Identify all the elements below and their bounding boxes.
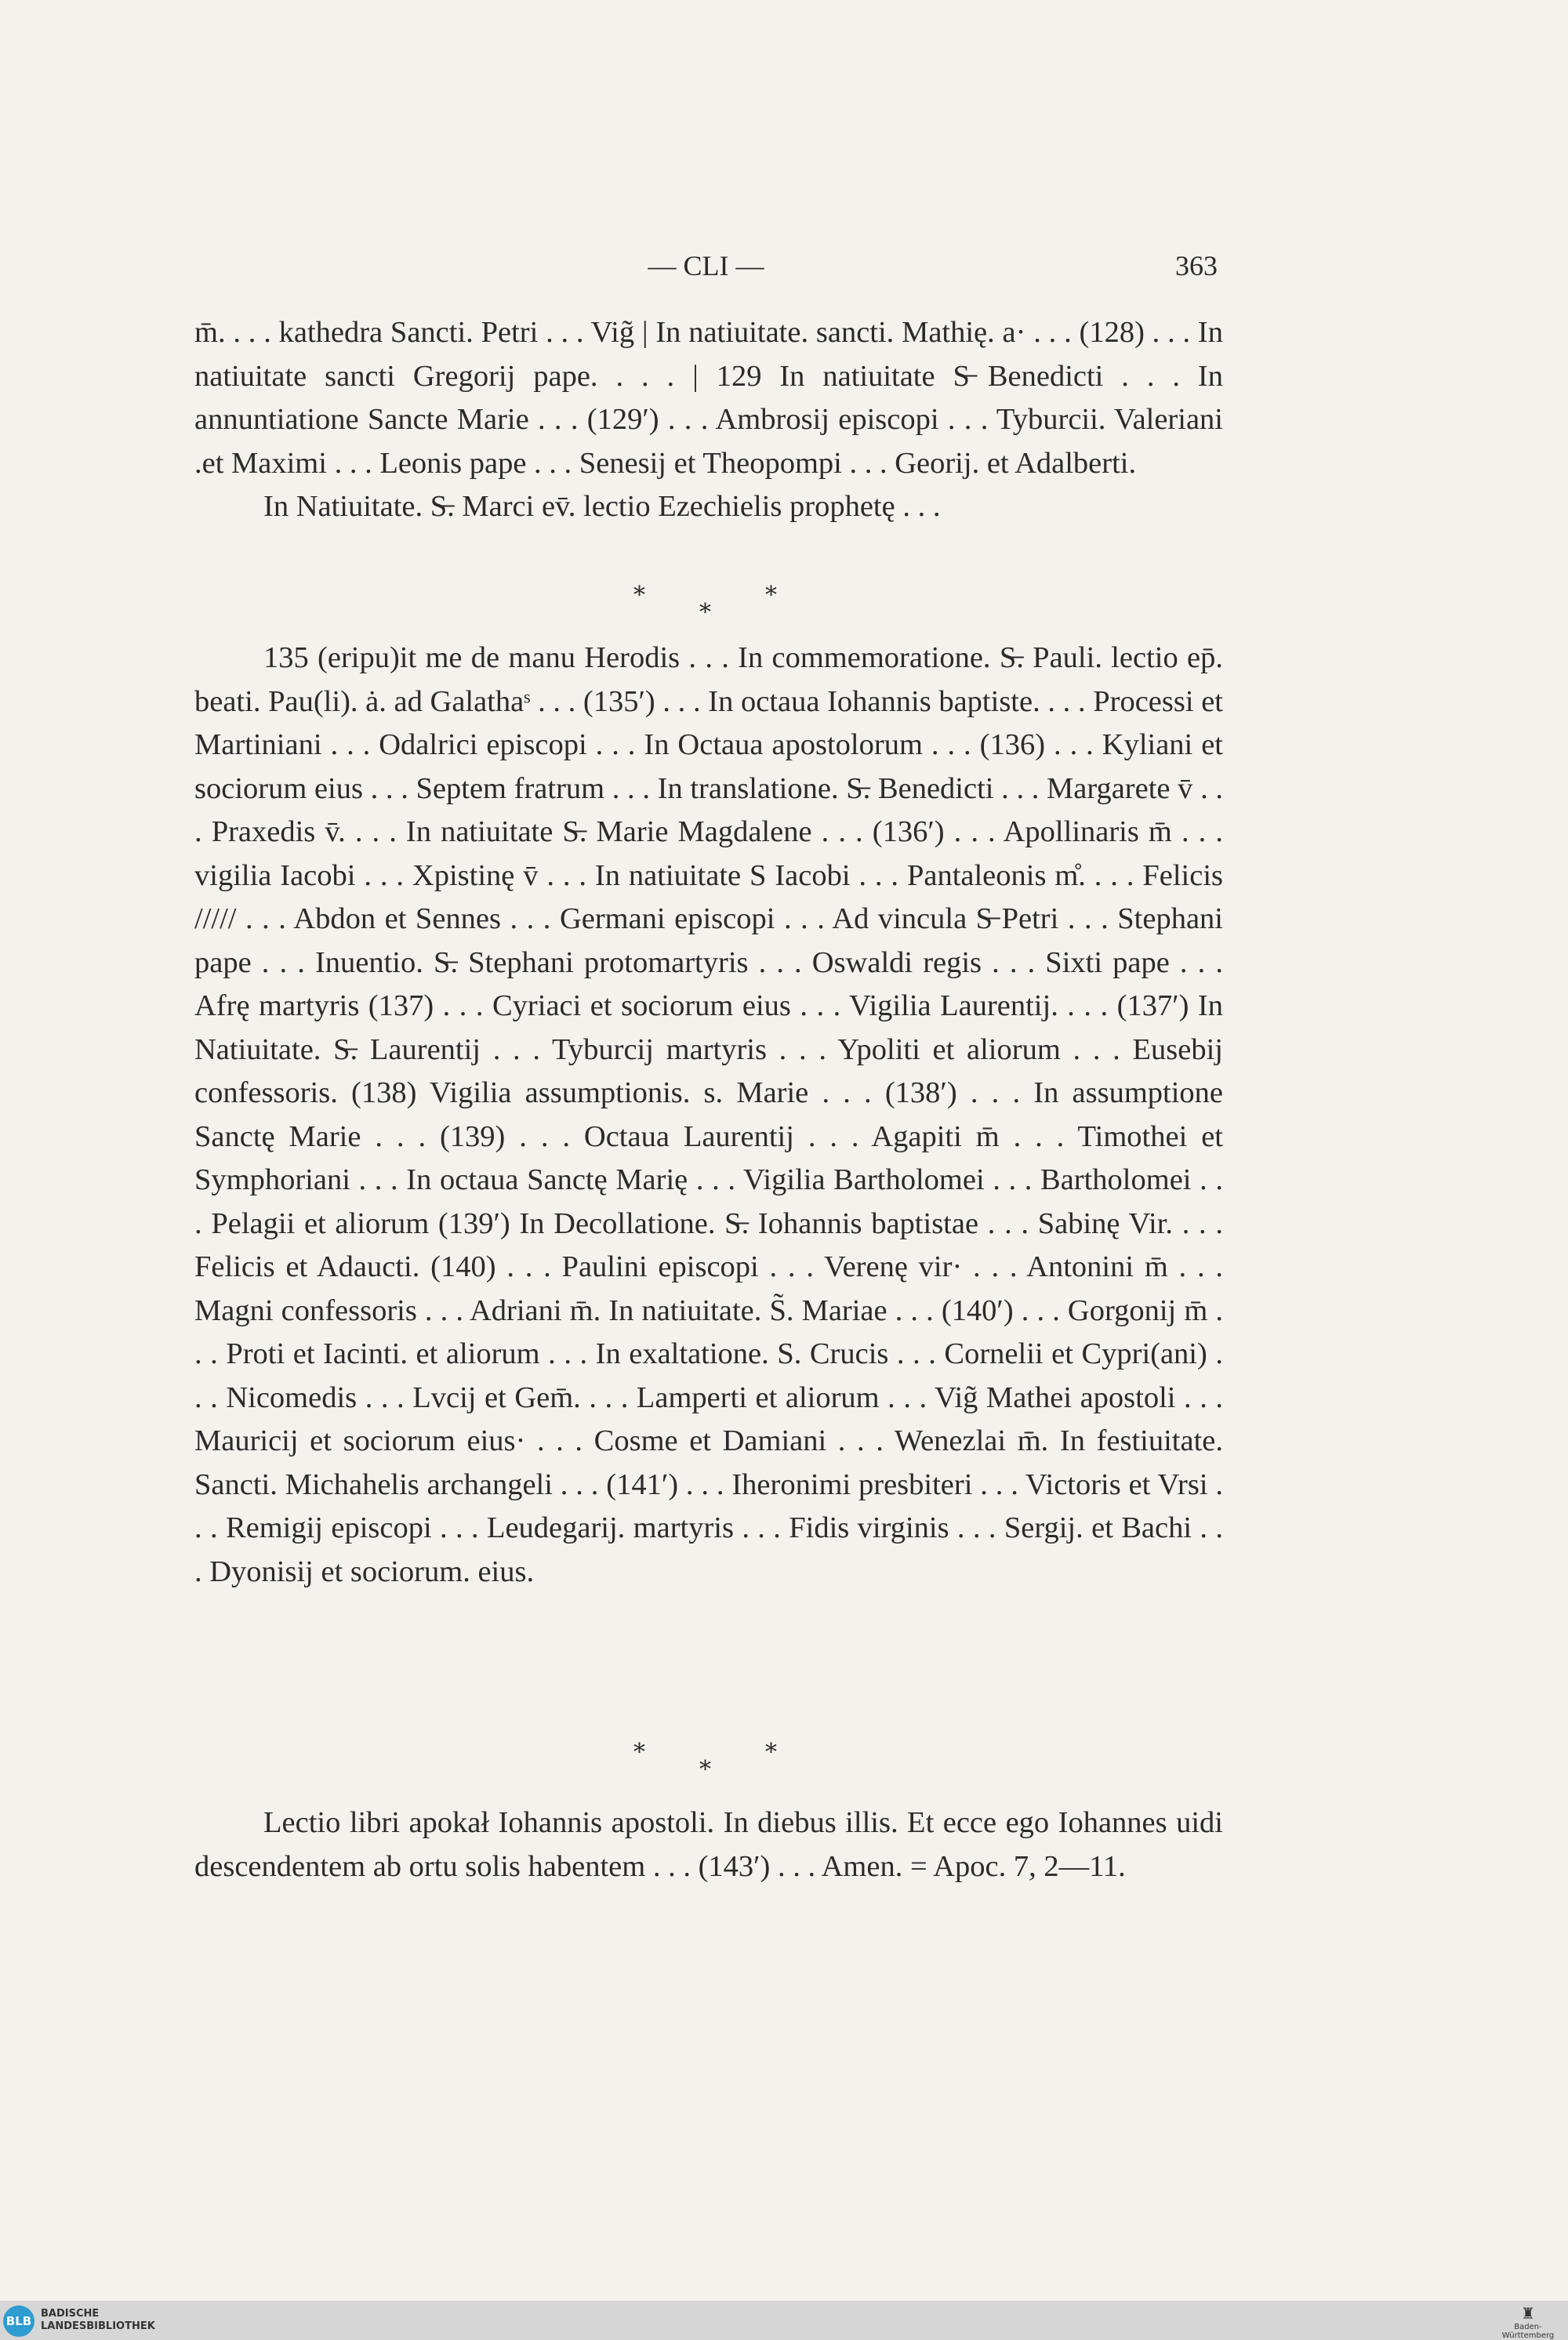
separator-star: *: [633, 1739, 645, 1766]
separator-star: *: [699, 599, 711, 626]
paragraph: Lectio libri apokał Iohannis apostoli. In diebus illis. Et ecce ego Iohannes uidi descendentem ab ortu solis habentem . . . (143′) . . . Amen. = Apoc. 7, 2—11.: [194, 1806, 1223, 1883]
footer-bar: [0, 2301, 1568, 2340]
text-block-top: [194, 311, 1223, 529]
section-separator: [194, 1739, 1223, 1794]
region-name: Baden-Württemberg: [1501, 2323, 1555, 2340]
library-name: [41, 2308, 155, 2333]
paragraph: m̄. . . . kathedra Sancti. Petri . . . Vig̃ | In natiuitate. sancti. Mathię. a· . . . (128) . . . In natiuitate sancti Gregorij pape. . . . | 129 In natiuitate S̶ Benedicti . . . In annuntiatione Sancte Marie . . . (129′) . . . Ambrosij episcopi . . . Tyburcii. Valeriani .et Maximi . . . Leonis pape . . . Senesij et Theopompi . . . Georij. et Adalberti.: [194, 316, 1223, 480]
crest-icon: ♜: [1521, 2304, 1535, 2323]
page-number: 363: [1175, 250, 1218, 281]
library-name-line1: BADISCHE: [41, 2308, 100, 2320]
library-logo-icon[interactable]: BLB: [3, 2306, 34, 2337]
section-separator: [194, 582, 1223, 637]
text-block-middle: [194, 637, 1223, 1594]
running-head: [194, 249, 1218, 288]
text-block-bottom: [194, 1801, 1223, 1888]
paragraph: 135 (eripu)it me de manu Herodis . . . In commemoratione. S̶. Pauli. lectio ep̄. beati. Pau(li). ȧ. ad Galathaˢ . . . (135′) . . . In octaua Iohannis baptiste. . . . Processi et Martiniani . . . Odalrici episcopi . . . In Octaua apostolorum . . . (136) . . . Kyliani et sociorum eius . . . Septem fratrum . . . In translatione. S̶. Benedicti . . . Margarete v̄ . . . Praxedis v̄. . . . In natiuitate S̶. Marie Magdalene . . . (136′) . . . Apollinaris m̄ . . . vigilia Iacobi . . . Xpistinę v̄ . . . In natiuitate S Iacobi . . . Pantaleonis m̊. . . . Felicis ///// . . . Abdon et Sennes . . . Germani episcopi . . . Ad vincula S̶ Petri . . . Stephani pape . . . Inuentio. S̶. Stephani protomartyris . . . Oswaldi regis . . . Sixti pape . . . Afrę martyris (137) . . . Cyriaci et sociorum eius . . . Vigilia Laurentij. . . . (137′) In Natiuitate. S̶. Laurentij . . . Tyburcij martyris . . . Ypoliti et aliorum . . . Eusebij confessoris. (138) Vigilia assumptionis. s. Marie . . . (138′) . . . In assumptione Sanctę Marie . . . (139) . . . Octaua Laurentij . . . Agapiti m̄ . . . Timothei et Symphoriani . . . In octaua Sanctę Marię . . . Vigilia Bartholomei . . . Bartholomei . . . Pelagii et aliorum (139′) In Decollatione. S̶. Iohannis baptistae . . . Sabinę Vir. . . . Felicis et Adaucti. (140) . . . Paulini episcopi . . . Verenę vir· . . . Antonini m̄ . . . Magni confessoris . . . Adriani m̄. In natiuitate. S̃. Mariae . . . (140′) . . . Gorgonij m̄ . . . Proti et Iacinti. et aliorum . . . In exaltatione. S. Crucis . . . Cornelii et Cypri(ani) . . . Nicomedis . . . Lvcij et Gem̄. . . . Lamperti et aliorum . . . Vig̃ Mathei apostoli . . . Mauricij et sociorum eius· . . . Cosme et Damiani . . . Wenezlai m̄. In festiuitate. Sancti. Michahelis archangeli . . . (141′) . . . Iheronimi presbiteri . . . Victoris et Vrsi . . . Remigij episcopi . . . Leudegarij. martyris . . . Fidis virginis . . . Sergij. et Bachi . . . Dyonisij et sociorum. eius.: [194, 641, 1223, 1588]
separator-star: *: [765, 1739, 777, 1766]
separator-star: *: [633, 582, 645, 609]
separator-star: *: [699, 1756, 711, 1783]
running-head-title: — CLI —: [648, 250, 764, 281]
paragraph: In Natiuitate. S̶. Marci ev̄. lectio Ezechielis prophetę . . .: [263, 490, 941, 523]
region-logo: [1493, 2304, 1563, 2340]
separator-star: *: [765, 582, 777, 609]
library-name-line2: LANDESBIBLIOTHEK: [41, 2320, 155, 2332]
